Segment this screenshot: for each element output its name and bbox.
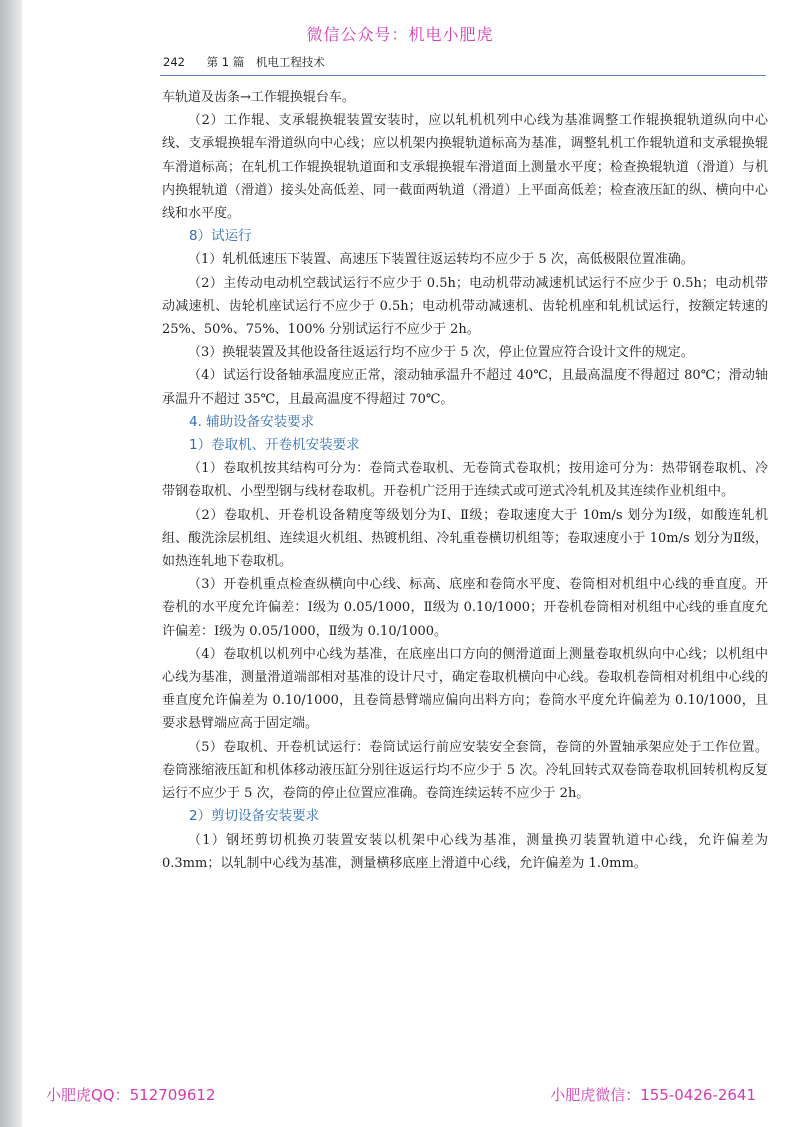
paragraph: （3）开卷机重点检查纵横向中心线、标高、底座和卷筒水平度、卷筒相对机组中心线的垂直度。开卷机的水平度允许偏差：Ⅰ级为 0.05/1000，Ⅱ级为 0.10/1000；开卷机卷筒相对机组中心线的垂直度允许偏差：Ⅰ级为 0.05/1000，Ⅱ级为 0.10/1000。 bbox=[162, 577, 768, 639]
paragraph: （4）卷取机以机列中心线为基准，在底座出口方向的侧滑道面上测量卷取机纵向中心线；以机组中心线为基准，测量滑道端部相对基准的设计尺寸，确定卷取机横向中心线。卷取机卷筒相对机组中心线的垂直度允许偏差为 0.10/1000，且卷筒悬臂端应偏向出料方向；卷筒水平度允许偏差为 0.10/1000，且要求悬臂端应高于固定端。 bbox=[162, 646, 768, 732]
running-head bbox=[163, 54, 325, 70]
section-heading: 4. 辅助设备安装要求 bbox=[189, 413, 315, 430]
page-body bbox=[162, 86, 768, 875]
paragraph: （1）轧机低速压下装置、高速压下装置往返运转均不应少于 5 次，高低极限位置准确。 bbox=[188, 252, 694, 268]
paragraph: （5）卷取机、开卷机试运行：卷筒试运行前应安装安全套筒，卷筒的外置轴承架应处于工作位置。卷筒涨缩液压缸和机体移动液压缸分别往返运行均不应少于 5 次。冷轧回转式双卷筒卷取机回转机构反复运行不应少于 5 次，卷筒的停止位置应准确。卷筒连续运转不应少于 2h。 bbox=[162, 739, 768, 802]
footer-left-contact: 小肥虎QQ：512709612 bbox=[46, 1086, 216, 1104]
watermark-top: 微信公众号：机电小肥虎 bbox=[306, 25, 494, 44]
header-rule bbox=[160, 75, 766, 76]
chapter-title: 机电工程技术 bbox=[255, 55, 325, 69]
paragraph: （1）钢坯剪切机换刃装置安装以机架中心线为基准，测量换刃装置轨道中心线，允许偏差为 0.3mm；以轧制中心线为基准，测量横移底座上滑道中心线，允许偏差为 1.0mm。 bbox=[162, 832, 768, 871]
part-label: 第 1 篇 bbox=[206, 55, 245, 69]
paragraph: （4）试运行设备轴承温度应正常，滚动轴承温升不超过 40℃，且最高温度不得超过 80℃；滑动轴承温升不超过 35℃，且最高温度不得超过 70℃。 bbox=[162, 368, 768, 407]
paragraph: （3）换辊装置及其他设备往返运行均不应少于 5 次，停止位置应符合设计文件的规定。 bbox=[188, 345, 694, 361]
paragraph: （2）工作辊、支承辊换辊装置安装时，应以轧机机列中心线为基准调整工作辊换辊轨道纵向中心线、支承辊换辊车滑道纵向中心线；应以机架内换辊轨道标高为基准，调整轧机工作辊轨道和支承辊换辊车滑道标高；在轧机工作辊换辊轨道面和支承辊换辊车滑道面上测量水平度；检查换辊轨道（滑道）与机内换辊轨道（滑道）接头处高低差、同一截面两轨道（滑道）上平面高低差；检查液压缸的纵、横向中心线和水平度。 bbox=[162, 113, 768, 222]
section-heading: 2）剪切设备安装要求 bbox=[189, 808, 320, 825]
section-heading: 8）试运行 bbox=[189, 228, 252, 245]
paragraph: 车轨道及齿条→工作辊换辊台车。 bbox=[162, 90, 355, 105]
page-edge-shadow bbox=[0, 0, 22, 1127]
page-number: 242 bbox=[163, 55, 185, 69]
section-heading: 1）卷取机、开卷机安装要求 bbox=[189, 437, 360, 454]
paragraph: （2）卷取机、开卷机设备精度等级划分为Ⅰ、Ⅱ级；卷取速度大于 10m/s 划分为Ⅰ级，如酸连轧机组、酸洗涂层机组、连续退火机组、热镀机组、冷轧重卷横切机组等；卷取速度小于 10m/s 划分为Ⅱ级，如热连轧地下卷取机。 bbox=[162, 507, 768, 570]
paragraph: （1）卷取机按其结构可分为：卷筒式卷取机、无卷筒式卷取机；按用途可分为：热带钢卷取机、冷带钢卷取机、小型型钢与线材卷取机。开卷机广泛用于连续式或可逆式冷轧机及其连续作业机组中。 bbox=[162, 461, 768, 500]
footer-right-contact: 小肥虎微信：155-0426-2641 bbox=[550, 1086, 756, 1104]
paragraph: （2）主传动电动机空载试运行不应少于 0.5h；电动机带动减速机试运行不应少于 0.5h；电动机带动减速机、齿轮机座试运行不应少于 0.5h；电动机带动减速机、齿轮机座和轧机试运行，按额定转速的 25%、50%、75%、100% 分别试运行不应少于 2h。 bbox=[162, 275, 768, 338]
